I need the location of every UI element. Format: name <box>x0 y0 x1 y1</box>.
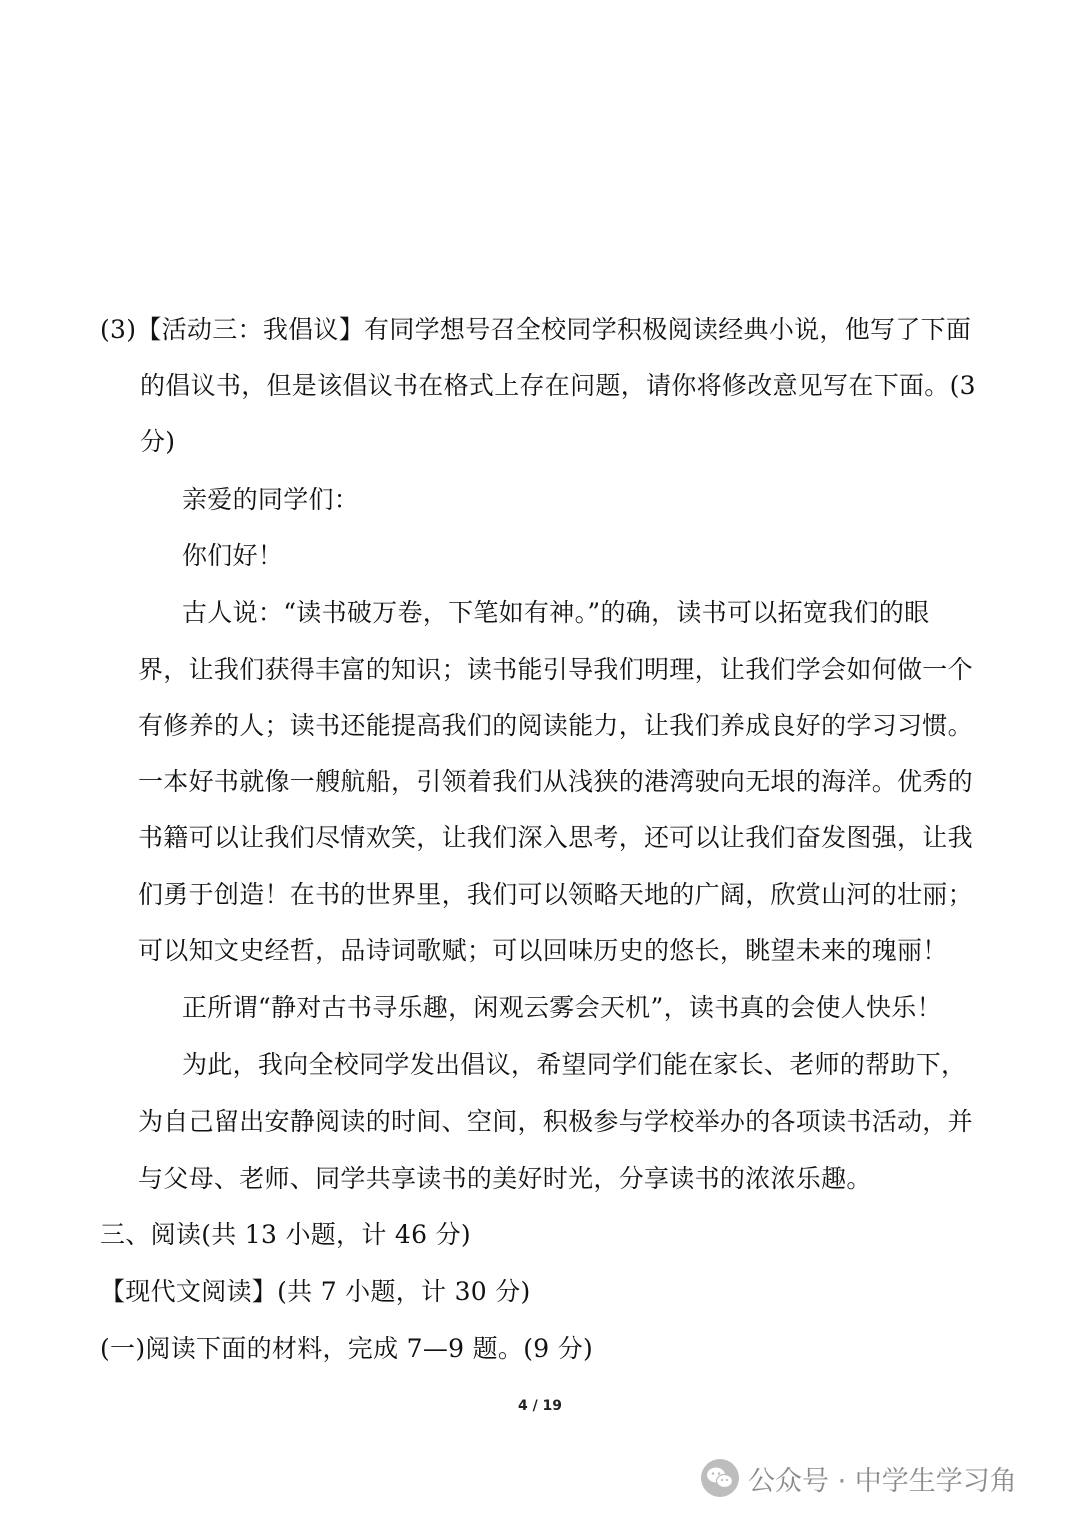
watermark-text: 公众号 · 中学生学习角 <box>748 1465 1017 1497</box>
wechat-icon <box>700 1458 740 1498</box>
watermark <box>700 1458 1017 1498</box>
letter-body-line: 界，让我们获得丰富的知识；读书能引导我们明理，让我们学会如何做一个 <box>138 655 973 684</box>
question-3-line-1: (3)【活动三：我倡议】有同学想号召全校同学积极阅读经典小说，他写了下面 <box>100 315 972 344</box>
letter-body-line: 为自己留出安静阅读的时间、空间，积极参与学校举办的各项读书活动，并 <box>138 1107 973 1136</box>
page-number: 4 / 19 <box>517 1398 563 1414</box>
letter-body-line: 书籍可以让我们尽情欢笑，让我们深入思考，还可以让我们奋发图强，让我 <box>138 823 973 852</box>
section-3-heading: 三、阅读(共 13 小题，计 46 分) <box>100 1220 471 1249</box>
modern-reading-heading: 【现代文阅读】(共 7 小题，计 30 分) <box>100 1277 531 1306</box>
question-3-line-3: 分) <box>140 427 176 456</box>
letter-body-line: 一本好书就像一艘航船，引领着我们从浅狭的港湾驶向无垠的海洋。优秀的 <box>138 767 973 796</box>
letter-body-line: 有修养的人；读书还能提高我们的阅读能力，让我们养成良好的学习习惯。 <box>138 711 973 740</box>
question-3-line-2: 的倡议书，但是该倡议书在格式上存在问题，请你将修改意见写在下面。(3 <box>140 371 976 400</box>
letter-greeting: 你们好！ <box>182 541 284 570</box>
letter-body-line: 正所谓“静对古书寻乐趣，闲观云雾会天机”，读书真的会使人快乐！ <box>182 993 942 1022</box>
letter-body-line: 古人说：“读书破万卷，下笔如有神。”的确，读书可以拓宽我们的眼 <box>182 598 930 627</box>
letter-body-line: 可以知文史经哲，品诗词歌赋；可以回味历史的悠长，眺望未来的瑰丽！ <box>138 936 948 965</box>
reading-part-1-instruction: (一)阅读下面的材料，完成 7—9 题。(9 分) <box>100 1334 594 1363</box>
letter-body-line: 为此，我向全校同学发出倡议，希望同学们能在家长、老师的帮助下， <box>182 1050 967 1079</box>
letter-body-line: 们勇于创造！在书的世界里，我们可以领略天地的广阔，欣赏山河的壮丽； <box>138 880 973 909</box>
letter-salutation: 亲爱的同学们： <box>182 485 360 514</box>
letter-body-line: 与父母、老师、同学共享读书的美好时光，分享读书的浓浓乐趣。 <box>138 1164 872 1193</box>
